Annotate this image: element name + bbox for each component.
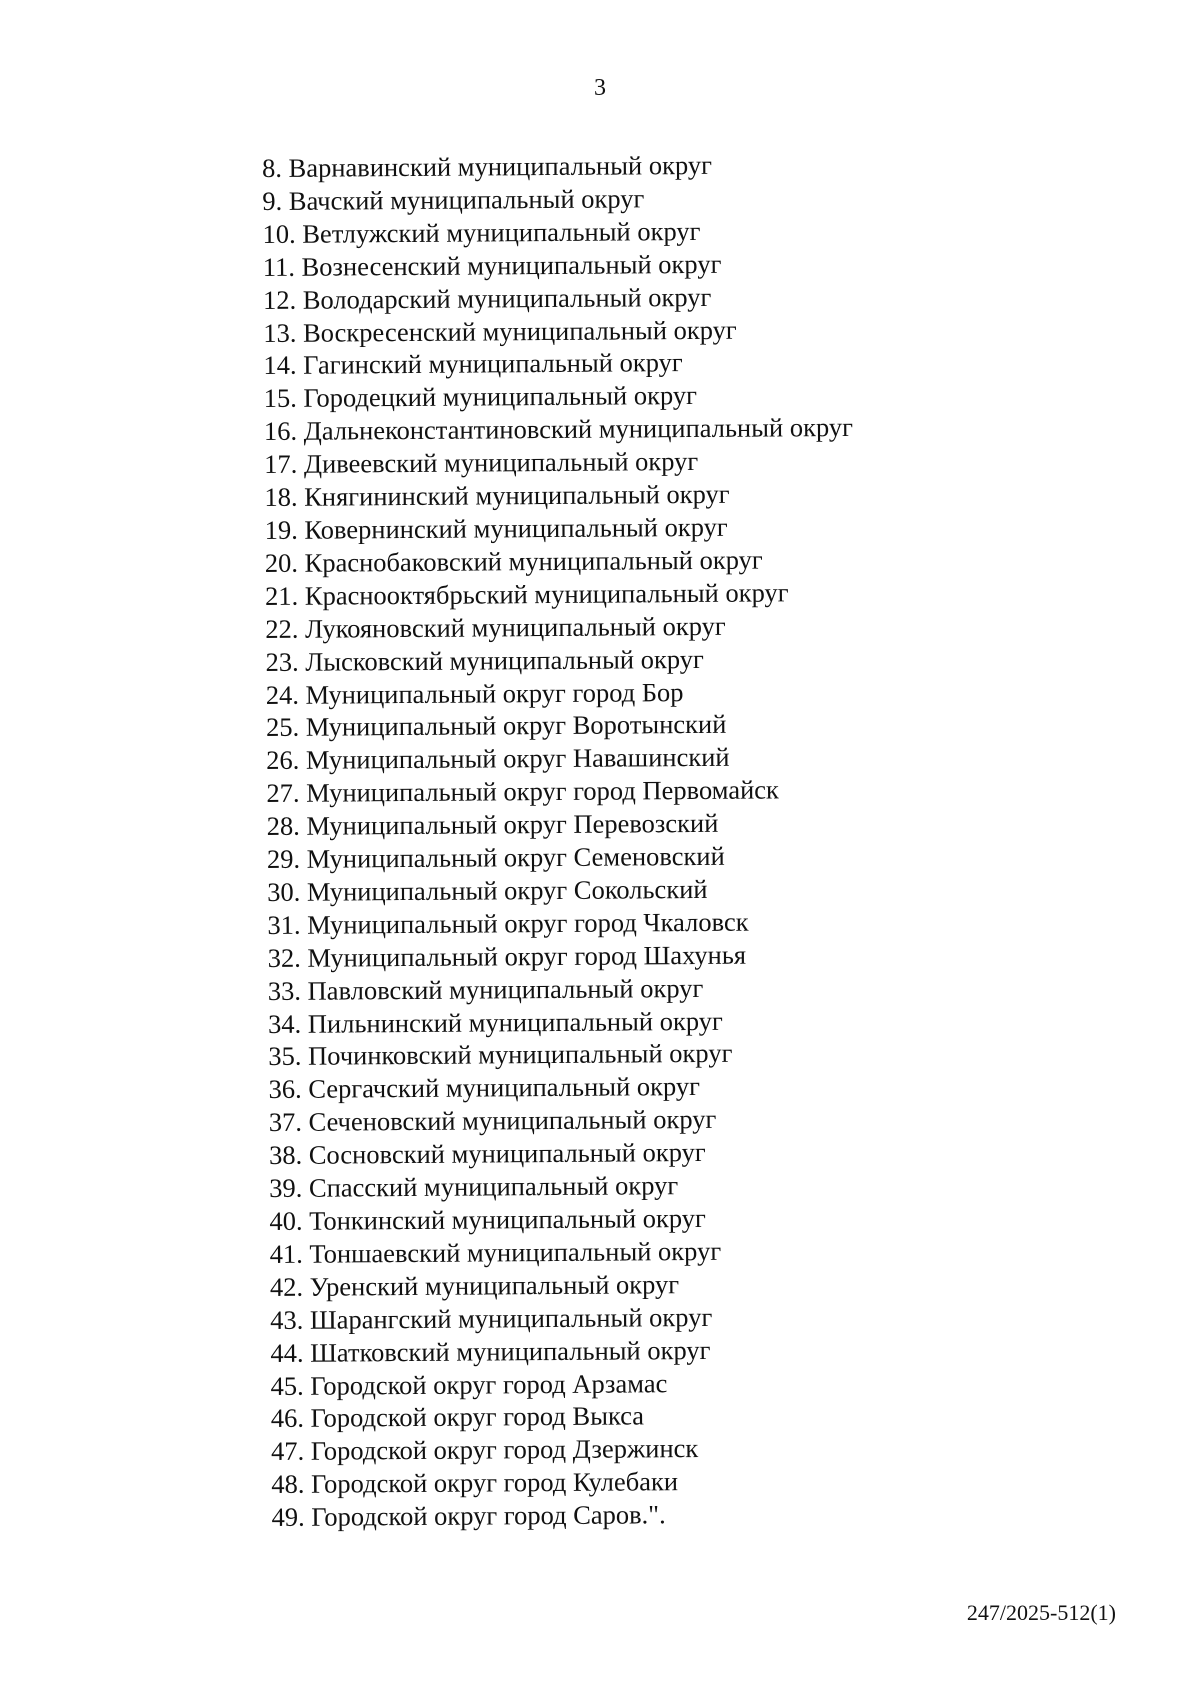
list-item: 38. Сосновский муниципальный округ: [268, 1137, 706, 1171]
document-code: 247/2025-512(1): [966, 1600, 1116, 1625]
list-item: 12. Володарский муниципальный округ: [262, 281, 712, 315]
list-item: 18. Княгининский муниципальный округ: [264, 478, 730, 513]
list-item: 27. Муниципальный округ город Первомайск: [266, 774, 779, 809]
list-item: 22. Лукояновский муниципальный округ: [265, 610, 726, 644]
list-item: 36. Сергачский муниципальный округ: [268, 1071, 701, 1105]
list-item: 24. Муниципальный округ город Бор: [265, 676, 684, 710]
page-number: 3: [594, 75, 606, 101]
list-item: 17. Дивеевский муниципальный округ: [264, 446, 699, 480]
list-item: 48. Городской округ город Кулебаки: [271, 1466, 679, 1500]
list-item: 10. Ветлужский муниципальный округ: [262, 215, 701, 249]
list-item: 39. Спасский муниципальный округ: [269, 1170, 679, 1204]
list-item: 40. Тонкинский муниципальный округ: [269, 1202, 706, 1236]
list-item: 20. Краснобаковский муниципальный округ: [264, 544, 763, 578]
municipality-list: [262, 148, 861, 1534]
list-item: 29. Муниципальный округ Семеновский: [266, 840, 725, 875]
list-item: 25. Муниципальный округ Воротынский: [265, 709, 727, 743]
list-item: 30. Муниципальный округ Сокольский: [267, 873, 708, 907]
list-item: 9. Вачский муниципальный округ: [262, 183, 645, 216]
list-item: 21. Краснооктябрьский муниципальный округ: [264, 577, 789, 611]
list-item: 47. Городской округ город Дзержинск: [270, 1433, 699, 1467]
list-item: 45. Городской округ город Арзамас: [270, 1367, 668, 1401]
list-item: 35. Починковский муниципальный округ: [268, 1038, 733, 1072]
list-item: 37. Сеченовский муниципальный округ: [268, 1104, 717, 1138]
list-item: 26. Муниципальный округ Навашинский: [266, 742, 730, 776]
list-item: 34. Пильнинский муниципальный округ: [267, 1005, 723, 1039]
list-item: 41. Тоншаевский муниципальный округ: [269, 1235, 722, 1269]
list-item: 28. Муниципальный округ Перевозский: [266, 807, 719, 842]
list-item: 46. Городской округ город Выкса: [270, 1400, 645, 1434]
list-item: 42. Уренский муниципальный округ: [269, 1268, 680, 1302]
list-item: 13. Воскресенский муниципальный округ: [263, 314, 737, 348]
list-item: 11. Вознесенский муниципальный округ: [262, 248, 722, 282]
list-item: 8. Варнавинский муниципальный округ: [262, 149, 713, 183]
list-item: 15. Городецкий муниципальный округ: [263, 380, 698, 414]
list-item: 49. Городской округ город Саров.".: [271, 1499, 666, 1533]
list-item: 32. Муниципальный округ город Шахунья: [267, 939, 747, 973]
list-item: 43. Шарангский муниципальный округ: [270, 1301, 713, 1335]
list-item: 31. Муниципальный округ город Чкаловск: [267, 906, 749, 940]
list-item: 16. Дальнеконстантиновский муниципальный округ: [263, 412, 854, 447]
list-item: 33. Павловский муниципальный округ: [267, 972, 704, 1006]
list-item: 44. Шатковский муниципальный округ: [270, 1334, 711, 1368]
list-item: 14. Гагинский муниципальный округ: [263, 347, 683, 381]
list-item: 23. Лысковский муниципальный округ: [265, 643, 704, 677]
list-item: 19. Ковернинский муниципальный округ: [264, 511, 728, 545]
